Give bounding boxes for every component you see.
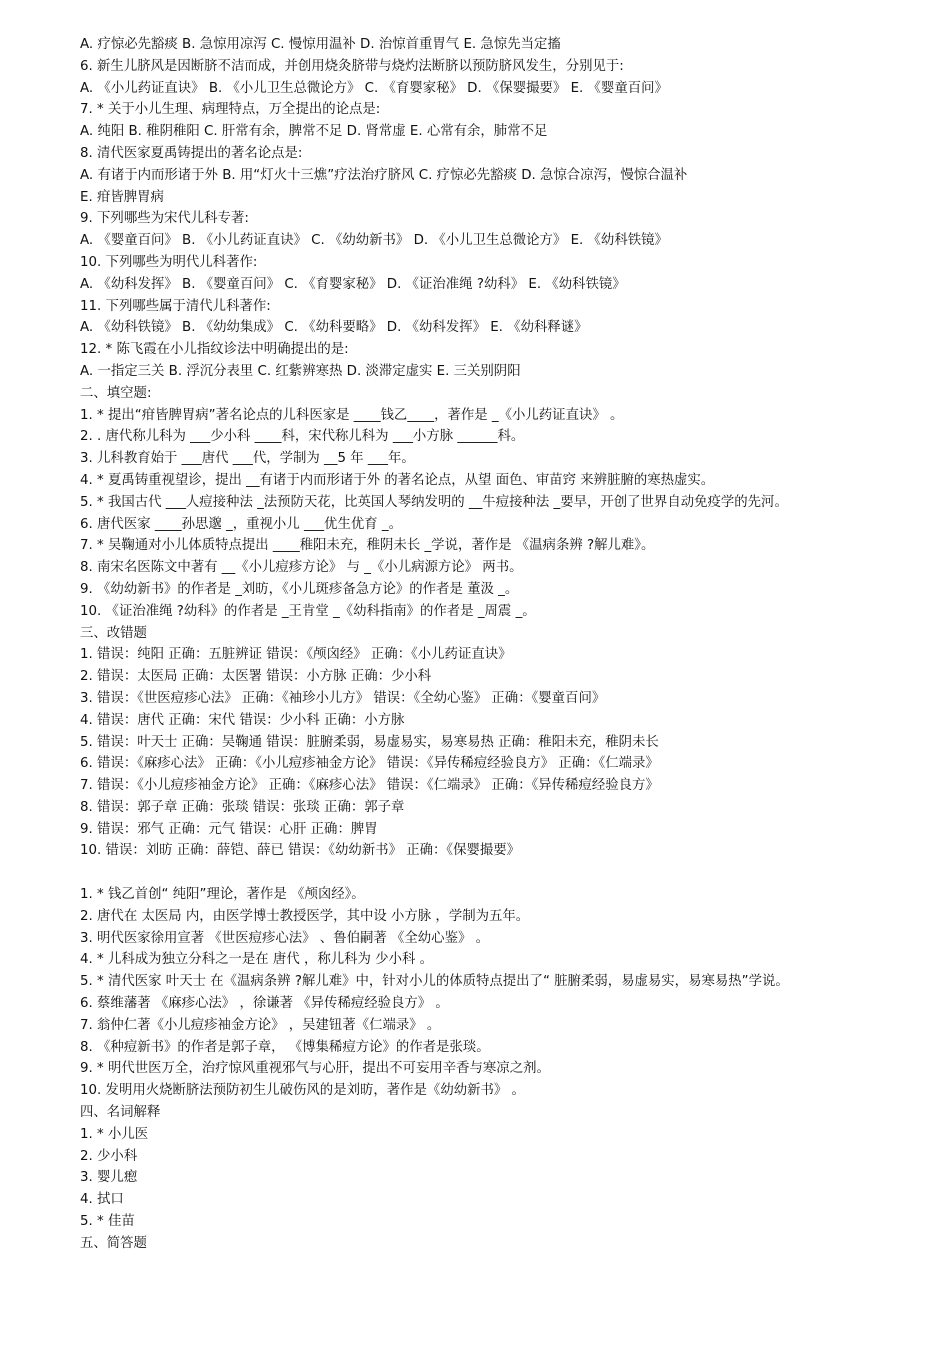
fill-blank-line: 7. * 吴鞠通对小儿体质特点提出 ____稚阳未充，稚阴未长 _学说，著作是 《温病条辨 ?解儿难》。 bbox=[80, 538, 655, 554]
fill-blank-line: 8. 南宋名医陈文中著有 __《小儿痘疹方论》 与 _《小儿病源方论》 两书。 bbox=[80, 560, 523, 576]
options-line: A. 一指定三关 B. 浮沉分表里 C. 红紫辨寒热 D. 淡滞定虚实 E. 三关别阴阳 bbox=[80, 363, 521, 379]
fill-blank-line: 1. * 提出“疳皆脾胃病”著名论点的儿科医家是 ____钱乙____，著作是 _《小儿药证直诀》 。 bbox=[80, 407, 624, 423]
options-line: A. 《小儿药证直诀》 B. 《小儿卫生总微论方》 C. 《育婴家秘》 D. 《保婴撮要》 E. 《婴童百问》 bbox=[80, 80, 668, 96]
statement-line: 9. * 明代世医万全，治疗惊风重视邪气与心肝，提出不可妄用辛香与寒凉之剂。 bbox=[80, 1061, 550, 1077]
blank-spacer bbox=[80, 862, 890, 884]
text-line: A. 疗惊必先豁痰 B. 急惊用凉泻 C. 慢惊用温补 D. 治惊首重胃气 E. 急惊先当定搐 bbox=[80, 37, 561, 52]
question-line: 6. 新生儿脐风是因断脐不洁而成，并创用烧灸脐带与烧灼法断脐以预防脐风发生，分别见于: bbox=[80, 58, 624, 74]
statement-line: 4. * 儿科成为独立分科之一是在 唐代 ，称儿科为 少小科 。 bbox=[80, 952, 433, 968]
section-heading: 三、改错题 bbox=[80, 625, 147, 641]
correction-line: 7. 错误：《小儿痘疹袖金方论》 正确：《麻疹心法》 错误：《仁端录》 正确：《异传稀痘经验良方》 bbox=[80, 778, 659, 794]
question-line: 11. 下列哪些属于清代儿科著作: bbox=[80, 298, 271, 314]
section-heading: 二、填空题: bbox=[80, 385, 152, 401]
correction-line: 1. 错误：纯阳 正确：五脏辨证 错误：《颅囟经》 正确：《小儿药证直诀》 bbox=[80, 647, 512, 663]
options-line: A. 《幼科发挥》 B. 《婴童百问》 C. 《育婴家秘》 D. 《证治准绳 ?幼科》 E. 《幼科铁镜》 bbox=[80, 276, 626, 292]
statement-line: 8. 《种痘新书》的作者是郭子章， 《博集稀痘方论》的作者是张琰。 bbox=[80, 1039, 490, 1055]
options-line: A. 《婴童百问》 B. 《小儿药证直诀》 C. 《幼幼新书》 D. 《小儿卫生总微论方》 E. 《幼科铁镜》 bbox=[80, 233, 668, 249]
fill-blank-line: 10. 《证治准绳 ?幼科》的作者是 _王肯堂 _《幼科指南》的作者是 _周震 _。 bbox=[80, 603, 536, 619]
statement-line: 2. 唐代在 太医局 内，由医学博士教授医学，其中设 小方脉 ，学制为五年。 bbox=[80, 908, 530, 924]
term-item: 1. * 小儿医 bbox=[80, 1126, 149, 1142]
question-line: 9. 下列哪些为宋代儿科专著: bbox=[80, 211, 249, 227]
correction-line: 8. 错误：郭子章 正确：张琰 错误：张琰 正确：郭子章 bbox=[80, 799, 405, 815]
correction-line: 2. 错误：太医局 正确：太医署 错误：小方脉 正确：少小科 bbox=[80, 669, 432, 685]
correction-line: 4. 错误：唐代 正确：宋代 错误：少小科 正确：小方脉 bbox=[80, 712, 405, 728]
correction-line: 9. 错误：邪气 正确：元气 错误：心肝 正确：脾胃 bbox=[80, 821, 378, 837]
correction-line: 3. 错误：《世医痘疹心法》 正确：《袖珍小儿方》 错误：《全幼心鉴》 正确：《婴童百问》 bbox=[80, 690, 606, 706]
options-line: E. 疳皆脾胃病 bbox=[80, 189, 164, 205]
term-item: 3. 婴儿瘛 bbox=[80, 1170, 138, 1186]
fill-blank-line: 3. 儿科教育始于 ___唐代 ___代，学制为 __5 年 ___年。 bbox=[80, 451, 415, 467]
term-item: 4. 拭口 bbox=[80, 1192, 124, 1208]
statement-line: 6. 蔡维藩著 《麻疹心法》 ，徐谦著 《异传稀痘经验良方》 。 bbox=[80, 996, 449, 1012]
question-line: 8. 清代医家夏禹铸提出的著名论点是: bbox=[80, 145, 303, 161]
options-line: A. 纯阳 B. 稚阴稚阳 C. 肝常有余，脾常不足 D. 肾常虚 E. 心常有余，肺常不足 bbox=[80, 124, 548, 140]
correction-line: 10. 错误：刘昉 正确：薛铠、薛已 错误：《幼幼新书》 正确：《保婴撮要》 bbox=[80, 843, 521, 859]
term-item: 5. * 佳苗 bbox=[80, 1214, 135, 1230]
statement-line: 3. 明代医家徐用宣著 《世医痘疹心法》 、鲁伯嗣著 《全幼心鉴》 。 bbox=[80, 930, 489, 946]
section-heading: 五、简答题 bbox=[80, 1235, 147, 1251]
term-item: 2. 少小科 bbox=[80, 1148, 138, 1164]
fill-blank-line: 5. * 我国古代 ___人痘接种法 _法预防天花，比英国人琴纳发明的 __牛痘接种法 _要早，开创了世界自动免疫学的先河。 bbox=[80, 494, 788, 510]
fill-blank-line: 9. 《幼幼新书》的作者是 _刘昉，《小儿斑疹备急方论》的作者是 董汲 _。 bbox=[80, 581, 519, 597]
correction-line: 5. 错误：叶天士 正确：吴鞠通 错误：脏腑柔弱，易虚易实，易寒易热 正确：稚阳未充，稚阴未长 bbox=[80, 734, 659, 750]
question-line: 10. 下列哪些为明代儿科著作: bbox=[80, 254, 258, 270]
statement-line: 10. 发明用火烧断脐法预防初生儿破伤风的是刘昉，著作是《幼幼新书》 。 bbox=[80, 1083, 525, 1099]
question-line: 7. * 关于小儿生理、病理特点，万全提出的论点是: bbox=[80, 102, 381, 118]
question-line: 12. * 陈飞霞在小儿指纹诊法中明确提出的是: bbox=[80, 342, 349, 358]
statement-line: 7. 翁仲仁著《小儿痘疹袖金方论》 ，吴建钮著《仁端录》 。 bbox=[80, 1017, 441, 1033]
statement-line: 5. * 清代医家 叶天士 在《温病条辨 ?解儿难》中，针对小儿的体质特点提出了“ 脏腑柔弱，易虚易实，易寒易热”学说。 bbox=[80, 974, 789, 990]
section-heading: 四、名词解释 bbox=[80, 1105, 161, 1121]
fill-blank-line: 6. 唐代医家 ____孙思邈 _，重视小儿 ___优生优育 _。 bbox=[80, 516, 402, 532]
options-line: A. 有诸于内而形诸于外 B. 用“灯火十三燋”疗法治疗脐风 C. 疗惊必先豁痰 D. 急惊合凉泻，慢惊合温补 bbox=[80, 167, 688, 183]
statement-line: 1. * 钱乙首创“ 纯阳”理论，著作是 《颅囟经》。 bbox=[80, 887, 365, 903]
correction-line: 6. 错误：《麻疹心法》 正确：《小儿痘疹袖金方论》 错误：《异传稀痘经验良方》 正确：《仁端录》 bbox=[80, 756, 659, 772]
options-line: A. 《幼科铁镜》 B. 《幼幼集成》 C. 《幼科要略》 D. 《幼科发挥》 E. 《幼科释谜》 bbox=[80, 320, 588, 336]
fill-blank-line: 2. . 唐代称儿科为 ___少小科 ____科，宋代称儿科为 ___小方脉 ______科。 bbox=[80, 429, 525, 445]
fill-blank-line: 4. * 夏禹铸重视望诊，提出 __有诸于内而形诸于外 的著名论点，从望 面色、审苗窍 来辨脏腑的寒热虚实。 bbox=[80, 472, 715, 488]
